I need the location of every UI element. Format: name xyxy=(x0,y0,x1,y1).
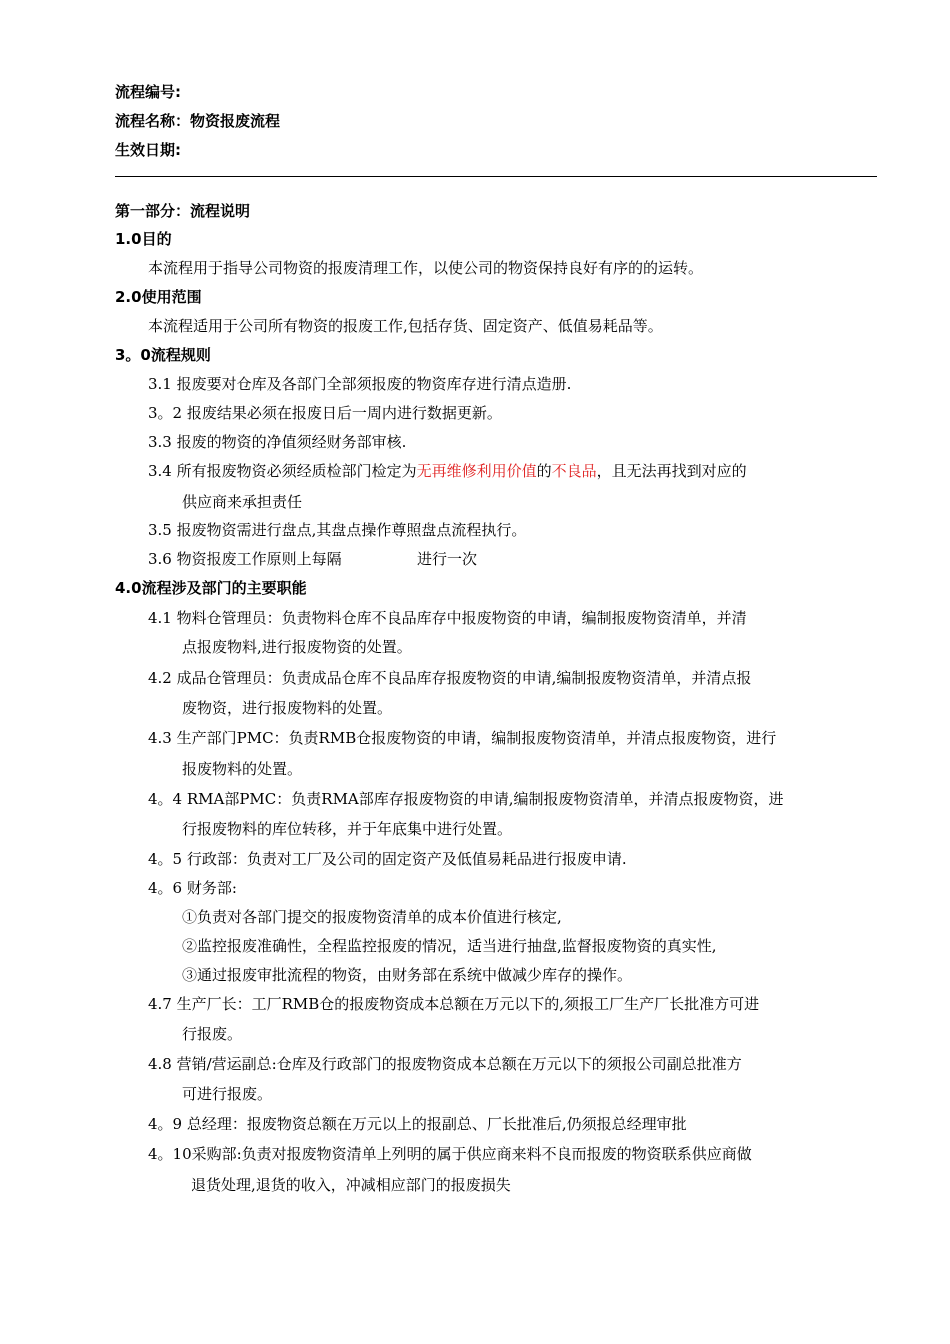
section-1-title: 1.0目的 xyxy=(115,230,172,248)
duty-4-4-line1: 4。4 RMA部PMC：负责RMA部库存报废物资的申请,编制报废物资清单，并清点报废物资，进 xyxy=(148,790,784,808)
rule-3-4-highlight-1: 无再维修利用价值 xyxy=(416,462,537,480)
duty-4-2-line2: 废物资，进行报废物料的处置。 xyxy=(182,699,393,717)
section-2-body: 本流程适用于公司所有物资的报废工作,包括存货、固定资产、低值易耗品等。 xyxy=(148,317,663,335)
duty-4-8-line1: 4.8 营销/营运副总:仓库及行政部门的报废物资成本总额在万元以下的须报公司副总批准方 xyxy=(148,1055,742,1073)
header-divider xyxy=(115,176,877,177)
section-2-title: 2.0使用范围 xyxy=(115,288,202,306)
rule-3-6-a: 3.6 物资报废工作原则上每隔 xyxy=(148,550,342,568)
rule-3-3: 3.3 报废的物资的净值须经财务部审核. xyxy=(148,433,407,451)
rule-3-4-line2: 供应商来承担责任 xyxy=(182,493,303,511)
process-name-label: 流程名称：物资报废流程 xyxy=(115,112,281,130)
process-number-label: 流程编号: xyxy=(115,83,181,101)
section-4-title: 4.0流程涉及部门的主要职能 xyxy=(115,579,307,597)
section-1-body: 本流程用于指导公司物资的报废清理工作，以使公司的物资保持良好有序的的运转。 xyxy=(148,259,704,277)
part1-title: 第一部分：流程说明 xyxy=(115,202,251,220)
duty-4-8-line2: 可进行报废。 xyxy=(182,1085,273,1103)
duty-4-10-line2: 退货处理,退货的收入，冲减相应部门的报废损失 xyxy=(191,1176,511,1194)
duty-4-7-line2: 行报废。 xyxy=(182,1025,243,1043)
rule-3-4 xyxy=(148,461,747,481)
rule-3-5: 3.5 报废物资需进行盘点,其盘点操作尊照盘点流程执行。 xyxy=(148,521,527,539)
duty-4-9: 4。9 总经理：报废物资总额在万元以上的报副总、厂长批准后,仍须报总经理审批 xyxy=(148,1115,687,1133)
effective-date-label: 生效日期: xyxy=(115,141,181,159)
duty-4-7-line1: 4.7 生产厂长：工厂RMB仓的报废物资成本总额在万元以下的,须报工厂生产厂长批准方可进 xyxy=(148,995,760,1013)
duty-4-5: 4。5 行政部：负责对工厂及公司的固定资产及低值易耗品进行报废申请. xyxy=(148,850,627,868)
duty-4-4-line2: 行报废物料的库位转移，并于年底集中进行处置。 xyxy=(182,820,513,838)
duty-4-1-line2: 点报废物料,进行报废物资的处置。 xyxy=(182,638,412,656)
section-3-title: 3。0流程规则 xyxy=(115,346,211,364)
duty-4-2-line1: 4.2 成品仓管理员：负责成品仓库不良品库存报废物资的申请,编制报废物资清单，并清点报 xyxy=(148,669,752,687)
rule-3-4-text-b: 的 xyxy=(536,462,552,480)
duty-4-6-item-3: ③通过报废审批流程的物资，由财务部在系统中做减少库存的操作。 xyxy=(182,966,633,984)
rule-3-4-text-a: 3.4 所有报废物资必须经质检部门检定为 xyxy=(148,462,417,480)
rule-3-2: 3。2 报废结果必须在报废日后一周内进行数据更新。 xyxy=(148,404,502,422)
duty-4-6-item-2: ②监控报废准确性，全程监控报废的情况，适当进行抽盘,监督报废物资的真实性, xyxy=(182,937,717,955)
rule-3-1: 3.1 报废要对仓库及各部门全部须报废的物资库存进行清点造册. xyxy=(148,375,572,393)
rule-3-4-highlight-2: 不良品 xyxy=(551,462,597,480)
duty-4-10-line1: 4。10采购部:负责对报废物资清单上列明的属于供应商来料不良而报废的物资联系供应商做 xyxy=(148,1145,752,1163)
rule-3-6-b: 进行一次 xyxy=(417,550,478,568)
duty-4-1-line1: 4.1 物料仓管理员：负责物料仓库不良品库存中报废物资的申请，编制报废物资清单，并清 xyxy=(148,609,747,627)
rule-3-4-text-c: ，且无法再找到对应的 xyxy=(596,462,747,480)
duty-4-6-item-1: ①负责对各部门提交的报废物资清单的成本价值进行核定, xyxy=(182,908,562,926)
duty-4-6: 4。6 财务部: xyxy=(148,879,237,897)
duty-4-3-line2: 报废物料的处置。 xyxy=(182,760,303,778)
duty-4-3-line1: 4.3 生产部门PMC：负责RMB仓报废物资的申请，编制报废物资清单，并清点报废物资，进行 xyxy=(148,729,777,747)
